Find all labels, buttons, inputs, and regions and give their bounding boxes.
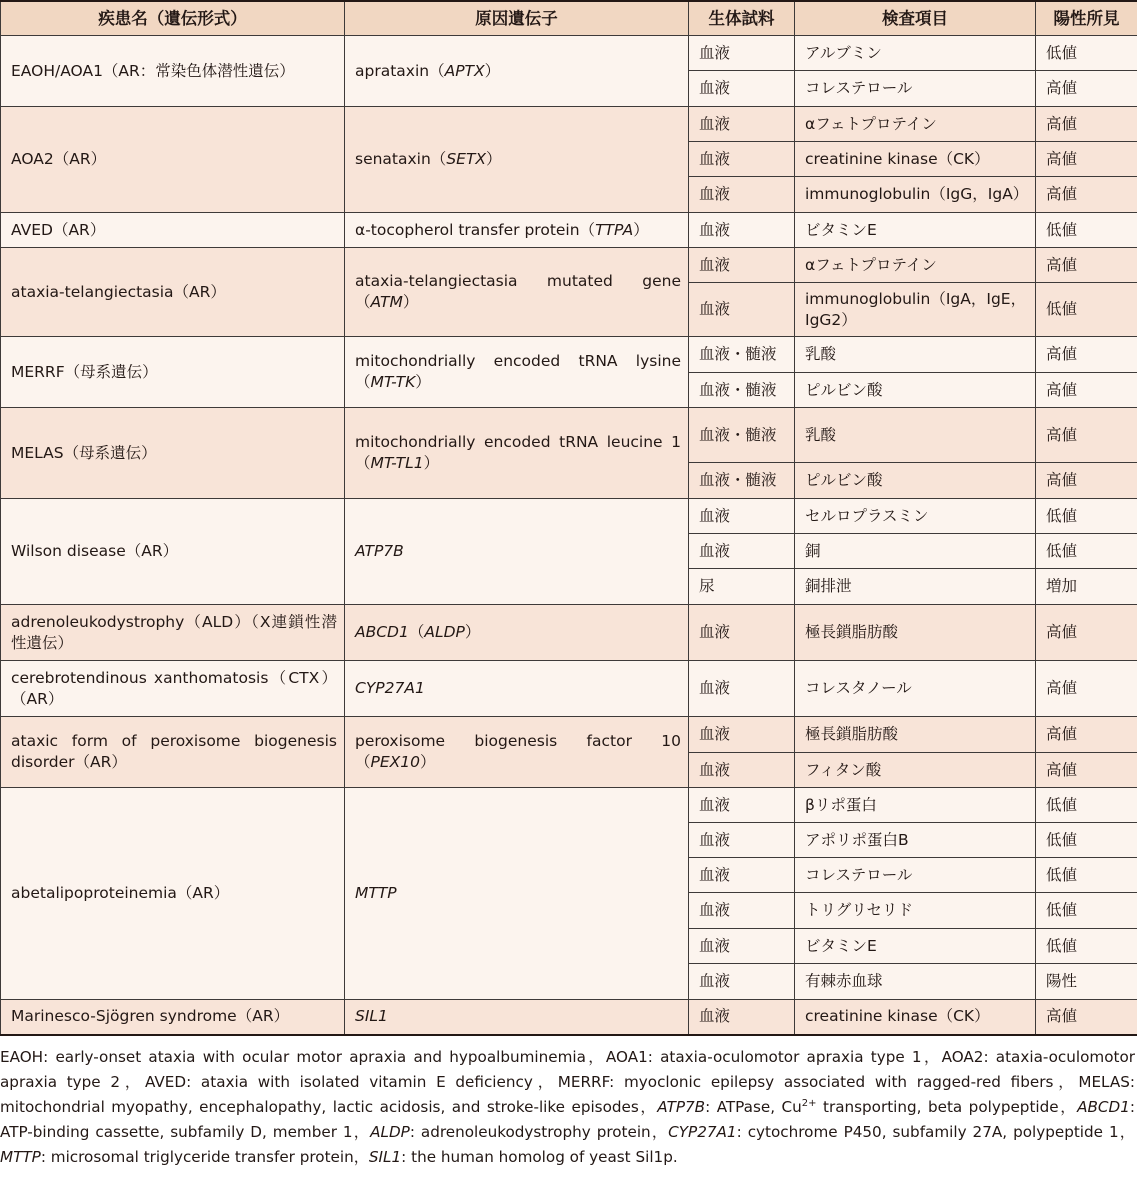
disease-cell: abetalipoproteinemia（AR） bbox=[1, 788, 345, 1000]
result-cell: 低値 bbox=[1036, 823, 1137, 858]
sample-cell: 血液 bbox=[689, 177, 795, 213]
sample-cell: 血液・髄液 bbox=[689, 463, 795, 499]
gene-symbol: MTTP bbox=[355, 884, 397, 902]
result-cell: 低値 bbox=[1036, 36, 1137, 71]
gene-symbol: APTX bbox=[444, 61, 485, 80]
sample-cell: 血液 bbox=[689, 142, 795, 177]
test-item-cell: 銅 bbox=[795, 534, 1036, 569]
footnote-text: : ATPase, Cu bbox=[705, 1098, 802, 1116]
gene-cell bbox=[345, 213, 689, 248]
table-row bbox=[1, 337, 1137, 373]
gene-name: α-tocopherol transfer protein（ bbox=[355, 220, 596, 239]
sample-cell: 血液 bbox=[689, 893, 795, 929]
footnote-text: MTTP bbox=[0, 1148, 41, 1166]
test-item-cell: creatinine kinase（CK） bbox=[795, 142, 1036, 177]
gene-symbol: MT-TL1 bbox=[370, 454, 424, 472]
gene-name: mitochondrially encoded tRNA lysine（ bbox=[355, 352, 681, 391]
gene-tail: ） bbox=[484, 61, 501, 80]
gene-name: peroxisome biogenesis factor 10（ bbox=[355, 732, 681, 771]
gene-cell bbox=[345, 107, 689, 213]
gene-symbol-alias: ALDP bbox=[424, 623, 465, 641]
table-row bbox=[1, 213, 1137, 248]
gene-cell bbox=[345, 717, 689, 788]
test-item-cell: コレスタノール bbox=[795, 661, 1036, 717]
gene-cell bbox=[345, 661, 689, 717]
table-row bbox=[1, 661, 1137, 717]
sample-cell: 血液 bbox=[689, 823, 795, 858]
sample-cell: 血液 bbox=[689, 717, 795, 753]
result-cell: 高値 bbox=[1036, 177, 1137, 213]
gene-tail: ） bbox=[486, 150, 502, 168]
gene-cell bbox=[345, 499, 689, 605]
header-gene: 原因遺伝子 bbox=[345, 1, 689, 36]
sample-cell: 尿 bbox=[689, 569, 795, 605]
gene-cell bbox=[345, 605, 689, 661]
sample-cell: 血液 bbox=[689, 929, 795, 964]
header-disease: 疾患名（遺伝形式） bbox=[1, 1, 345, 36]
result-cell: 高値 bbox=[1036, 717, 1137, 753]
footnote-text: : ATP-binding cassette, subfamily D, member 1， bbox=[0, 1098, 1136, 1141]
table-row bbox=[1, 1000, 1137, 1035]
result-cell: 低値 bbox=[1036, 788, 1137, 823]
sample-cell: 血液 bbox=[689, 36, 795, 71]
sample-cell: 血液・髄液 bbox=[689, 337, 795, 373]
footnote-text: EAOH: early-onset ataxia with ocular motor apraxia and hypoalbuminemia，AOA1: ataxia-oculomotor apraxia type 1，AOA2: ataxia-oculomotor apraxia type 2，AVED: ataxia with isolated vitamin E deficiency，MERRF: myoclonic epilepsy associated with ragged-red fibers，MELAS: mitochondrial myopathy, encephalopathy, lactic acidosis, and stroke-like episodes， bbox=[0, 1048, 1135, 1116]
gene-cell bbox=[345, 248, 689, 337]
result-cell: 低値 bbox=[1036, 929, 1137, 964]
sample-cell: 血液 bbox=[689, 753, 795, 788]
disease-cell: ataxia-telangiectasia（AR） bbox=[1, 248, 345, 337]
test-item-cell: セルロプラスミン bbox=[795, 499, 1036, 534]
gene-cell bbox=[345, 788, 689, 1000]
sample-cell: 血液 bbox=[689, 788, 795, 823]
footnote-text: ABCD1 bbox=[1077, 1098, 1130, 1116]
gene-cell bbox=[345, 36, 689, 107]
gene-symbol: ATP7B bbox=[355, 542, 404, 560]
footnote bbox=[0, 1045, 1135, 1170]
footnote-text: : adrenoleukodystrophy protein， bbox=[409, 1123, 669, 1141]
table-row bbox=[1, 717, 1137, 753]
result-cell: 低値 bbox=[1036, 893, 1137, 929]
gene-name: ataxia-telangiectasia mutated gene（ bbox=[355, 272, 681, 311]
gene-tail: ） bbox=[420, 753, 436, 771]
result-cell: 低値 bbox=[1036, 499, 1137, 534]
disease-cell: EAOH/AOA1（AR：常染色体潜性遺伝） bbox=[1, 36, 345, 107]
test-item-cell: 乳酸 bbox=[795, 408, 1036, 463]
gene-symbol: ATM bbox=[370, 293, 403, 311]
table-row bbox=[1, 408, 1137, 463]
header-test-item: 検査項目 bbox=[795, 1, 1036, 36]
gene-tail: ） bbox=[423, 454, 440, 472]
footnote-text: SIL1 bbox=[368, 1148, 402, 1166]
result-cell: 高値 bbox=[1036, 753, 1137, 788]
result-cell: 高値 bbox=[1036, 71, 1137, 107]
disease-cell: Wilson disease（AR） bbox=[1, 499, 345, 605]
test-item-cell: ピルビン酸 bbox=[795, 373, 1036, 408]
test-item-cell: トリグリセリド bbox=[795, 893, 1036, 929]
table-row bbox=[1, 107, 1137, 142]
disease-cell: ataxic form of peroxisome biogenesis disorder（AR） bbox=[1, 717, 345, 788]
sample-cell: 血液 bbox=[689, 248, 795, 283]
table-body bbox=[1, 36, 1137, 1035]
test-item-cell: 極長鎖脂肪酸 bbox=[795, 605, 1036, 661]
sample-cell: 血液 bbox=[689, 858, 795, 893]
sample-cell: 血液 bbox=[689, 534, 795, 569]
sample-cell: 血液 bbox=[689, 213, 795, 248]
table-row bbox=[1, 788, 1137, 823]
gene-symbol: CYP27A1 bbox=[355, 679, 425, 697]
result-cell: 高値 bbox=[1036, 1000, 1137, 1035]
sample-cell: 血液 bbox=[689, 964, 795, 1000]
gene-name: senataxin（ bbox=[355, 150, 447, 168]
sample-cell: 血液 bbox=[689, 1000, 795, 1035]
result-cell: 陽性 bbox=[1036, 964, 1137, 1000]
test-item-cell: βリポ蛋白 bbox=[795, 788, 1036, 823]
test-item-cell: コレステロール bbox=[795, 858, 1036, 893]
footnote-text: transporting, beta polypeptide， bbox=[816, 1098, 1078, 1116]
test-item-cell: コレステロール bbox=[795, 71, 1036, 107]
sample-cell: 血液 bbox=[689, 499, 795, 534]
result-cell: 高値 bbox=[1036, 463, 1137, 499]
sample-cell: 血液・髄液 bbox=[689, 373, 795, 408]
result-cell: 高値 bbox=[1036, 248, 1137, 283]
table-row bbox=[1, 36, 1137, 71]
test-item-cell: ビタミンE bbox=[795, 213, 1036, 248]
result-cell: 高値 bbox=[1036, 661, 1137, 717]
test-item-cell: αフェトプロテイン bbox=[795, 248, 1036, 283]
result-cell: 低値 bbox=[1036, 213, 1137, 248]
disease-cell: Marinesco-Sjögren syndrome（AR） bbox=[1, 1000, 345, 1035]
gene-symbol: TTPA bbox=[595, 220, 634, 239]
footnote-text: : microsomal triglyceride transfer protein， bbox=[40, 1148, 369, 1166]
gene-symbol: PEX10 bbox=[370, 753, 420, 771]
disease-cell: adrenoleukodystrophy（ALD）（X連鎖性潜性遺伝） bbox=[1, 605, 345, 661]
gene-tail: ） bbox=[402, 293, 419, 311]
table-row bbox=[1, 248, 1137, 283]
result-cell: 高値 bbox=[1036, 408, 1137, 463]
header-sample: 生体試料 bbox=[689, 1, 795, 36]
footnote-text: CYP27A1 bbox=[668, 1123, 737, 1141]
result-cell: 低値 bbox=[1036, 283, 1137, 337]
test-item-cell: 乳酸 bbox=[795, 337, 1036, 373]
disease-cell: AVED（AR） bbox=[1, 213, 345, 248]
sample-cell: 血液 bbox=[689, 71, 795, 107]
footnote-text: : the human homolog of yeast Sil1p. bbox=[401, 1148, 678, 1166]
test-item-cell: フィタン酸 bbox=[795, 753, 1036, 788]
result-cell: 高値 bbox=[1036, 337, 1137, 373]
gene-symbol: SIL1 bbox=[355, 1007, 388, 1026]
sample-cell: 血液 bbox=[689, 107, 795, 142]
header-positive-finding: 陽性所見 bbox=[1036, 1, 1137, 36]
result-cell: 高値 bbox=[1036, 373, 1137, 408]
footnote-text: : cytochrome P450, subfamily 27A, polypeptide 1， bbox=[736, 1123, 1135, 1141]
result-cell: 高値 bbox=[1036, 142, 1137, 177]
gene-name: mitochondrially encoded tRNA leucine 1（ bbox=[355, 433, 681, 472]
test-item-cell: immunoglobulin（IgA，IgE，IgG2） bbox=[795, 283, 1036, 337]
disease-cell: cerebrotendinous xanthomatosis（CTX）（AR） bbox=[1, 661, 345, 717]
test-item-cell: アポリポ蛋白B bbox=[795, 823, 1036, 858]
test-item-cell: αフェトプロテイン bbox=[795, 107, 1036, 142]
footnote-text: 2+ bbox=[801, 1097, 817, 1109]
test-item-cell: 有棘赤血球 bbox=[795, 964, 1036, 1000]
disease-cell: MERRF（母系遺伝） bbox=[1, 337, 345, 408]
test-item-cell: アルブミン bbox=[795, 36, 1036, 71]
sample-cell: 血液 bbox=[689, 661, 795, 717]
sample-cell: 血液 bbox=[689, 283, 795, 337]
footnote-text: ALDP bbox=[370, 1123, 410, 1141]
gene-tail: （ALDP） bbox=[408, 623, 481, 641]
result-cell: 増加 bbox=[1036, 569, 1137, 605]
test-item-cell: 銅排泄 bbox=[795, 569, 1036, 605]
gene-cell bbox=[345, 1000, 689, 1035]
disease-cell: MELAS（母系遺伝） bbox=[1, 408, 345, 499]
test-item-cell: ピルビン酸 bbox=[795, 463, 1036, 499]
test-item-cell: immunoglobulin（IgG，IgA） bbox=[795, 177, 1036, 213]
result-cell: 高値 bbox=[1036, 107, 1137, 142]
result-cell: 低値 bbox=[1036, 858, 1137, 893]
result-cell: 高値 bbox=[1036, 605, 1137, 661]
gene-symbol: SETX bbox=[446, 150, 487, 168]
test-item-cell: creatinine kinase（CK） bbox=[795, 1000, 1036, 1035]
gene-cell bbox=[345, 337, 689, 408]
result-cell: 低値 bbox=[1036, 534, 1137, 569]
sample-cell: 血液・髄液 bbox=[689, 408, 795, 463]
test-item-cell: 極長鎖脂肪酸 bbox=[795, 717, 1036, 753]
gene-tail: ） bbox=[415, 373, 431, 391]
table-row bbox=[1, 499, 1137, 534]
test-item-cell: ビタミンE bbox=[795, 929, 1036, 964]
disease-cell: AOA2（AR） bbox=[1, 107, 345, 213]
table-row bbox=[1, 605, 1137, 661]
sample-cell: 血液 bbox=[689, 605, 795, 661]
footnote-text: ATP7B bbox=[657, 1098, 706, 1116]
gene-name: aprataxin（ bbox=[355, 61, 445, 80]
gene-symbol: MT-TK bbox=[370, 373, 416, 391]
gene-tail: ） bbox=[633, 220, 649, 239]
gene-cell bbox=[345, 408, 689, 499]
table-header-row bbox=[1, 1, 1137, 36]
gene-symbol: ABCD1 bbox=[355, 623, 409, 641]
